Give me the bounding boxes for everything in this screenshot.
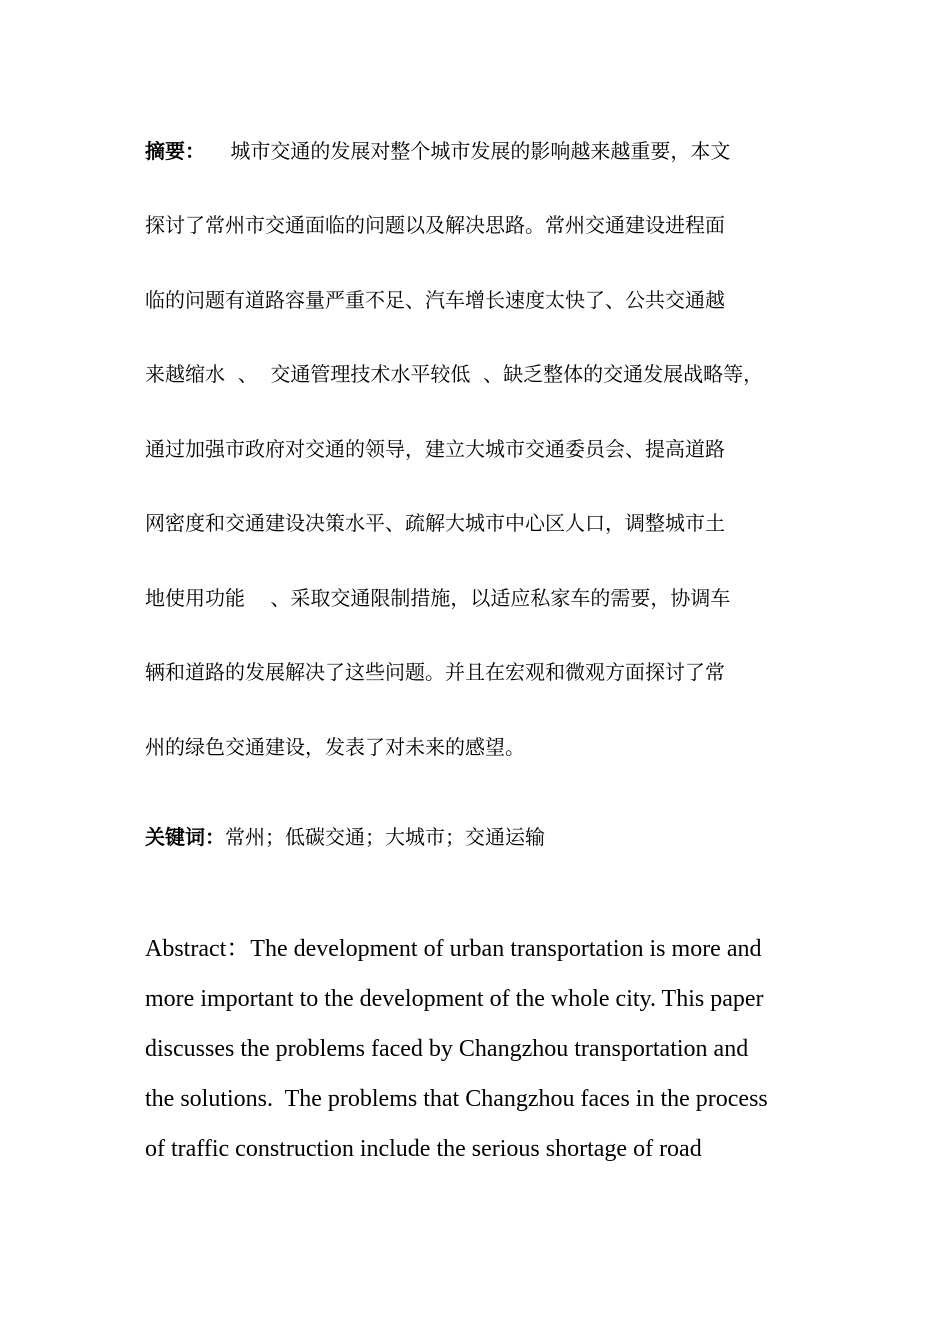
abstract-en-line-3: discusses the problems faced by Changzhou transportation and bbox=[145, 1036, 749, 1062]
abstract-en-line-1: Abstract：The development of urban transportation is more and bbox=[145, 936, 762, 962]
abstract-cn-label: 摘要： bbox=[145, 139, 205, 163]
abstract-cn-text: 城市交通的发展对整个城市发展的影响越来越重要，本文 bbox=[205, 139, 731, 163]
abstract-en-line-4: the solutions. The problems that Changzhou faces in the process bbox=[145, 1086, 768, 1112]
keywords-cn-label: 关键词： bbox=[145, 825, 225, 849]
abstract-en-line-2: more important to the development of the whole city. This paper bbox=[145, 986, 764, 1012]
abstract-cn-line-5: 通过加强市政府对交通的领导，建立大城市交通委员会、提高道路 bbox=[145, 437, 725, 461]
abstract-cn-line-4: 来越缩水 、 交通管理技术水平较低 、缺乏整体的交通发展战略等， bbox=[145, 362, 764, 386]
abstract-cn-line-2: 探讨了常州市交通面临的问题以及解决思路。常州交通建设进程面 bbox=[145, 213, 725, 237]
abstract-cn-line-6: 网密度和交通建设决策水平、疏解大城市中心区人口，调整城市土 bbox=[145, 511, 725, 535]
abstract-cn-line-9: 州的绿色交通建设，发表了对未来的感望。 bbox=[145, 735, 525, 759]
abstract-cn-line-3: 临的问题有道路容量严重不足、汽车增长速度太快了、公共交通越 bbox=[145, 288, 725, 312]
abstract-cn-line-8: 辆和道路的发展解决了这些问题。并且在宏观和微观方面探讨了常 bbox=[145, 660, 725, 684]
keywords-cn bbox=[145, 823, 545, 851]
abstract-cn-line-1 bbox=[145, 137, 730, 165]
abstract-cn-line-7: 地使用功能 、采取交通限制措施，以适应私家车的需要，协调车 bbox=[145, 586, 731, 610]
abstract-en-line-5: of traffic construction include the serious shortage of road bbox=[145, 1136, 702, 1162]
keywords-cn-text: 常州；低碳交通；大城市；交通运输 bbox=[225, 825, 545, 849]
